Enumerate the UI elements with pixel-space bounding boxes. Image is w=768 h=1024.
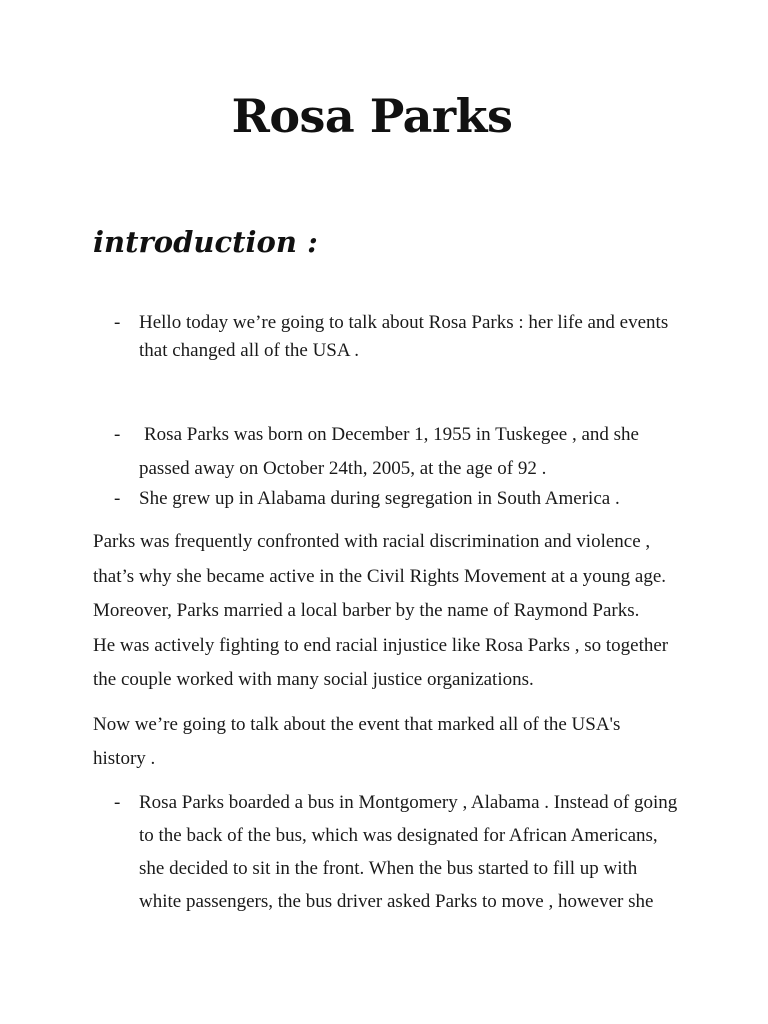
bullet-item bbox=[114, 418, 674, 486]
bullet-item bbox=[114, 485, 674, 513]
paragraph-line: He was actively fighting to end racial injustice like Rosa Parks , so together bbox=[93, 634, 669, 656]
bullet-item bbox=[114, 786, 678, 918]
document-title: Rosa Parks bbox=[231, 89, 513, 143]
paragraph-line: Parks was frequently confronted with racial discrimination and violence , bbox=[93, 531, 651, 552]
bullet-text: Hello today we’re going to talk about Rosa Parks : her life and events that changed all of the USA . bbox=[139, 312, 669, 361]
bullet-text: Rosa Parks boarded a bus in Montgomery , Alabama . Instead of going to the back of the bus, which was designated for African Americans, she decided to sit in the front. When the bus started to fill up with white passengers, the bus driver asked Parks to move , however she bbox=[139, 792, 678, 912]
paragraph-line: the couple worked with many social justice organizations. bbox=[93, 669, 534, 690]
paragraph-parks-background bbox=[93, 525, 683, 698]
section-heading-introduction: introduction : bbox=[93, 225, 318, 259]
bullet-text: Rosa Parks was born on December 1, 1955 in Tuskegee , and she passed away on October 24th, 2005, at the age of 92 . bbox=[139, 424, 639, 479]
bullet-dash: - bbox=[114, 424, 121, 445]
bullet-dash: - bbox=[114, 792, 121, 813]
paragraph-event-intro bbox=[93, 708, 683, 776]
bullet-text: She grew up in Alabama during segregation in South America . bbox=[139, 488, 620, 509]
bullet-dash: - bbox=[114, 312, 121, 333]
bullet-dash: - bbox=[114, 488, 121, 509]
paragraph-line: Now we’re going to talk about the event that marked all of the USA's bbox=[93, 714, 621, 735]
paragraph-line: Moreover, Parks married a local barber by the name of Raymond Parks. bbox=[93, 600, 640, 621]
bullet-item bbox=[114, 309, 674, 365]
paragraph-line: that’s why she became active in the Civil Rights Movement at a young age. bbox=[93, 565, 667, 587]
paragraph-line: history . bbox=[93, 748, 156, 769]
